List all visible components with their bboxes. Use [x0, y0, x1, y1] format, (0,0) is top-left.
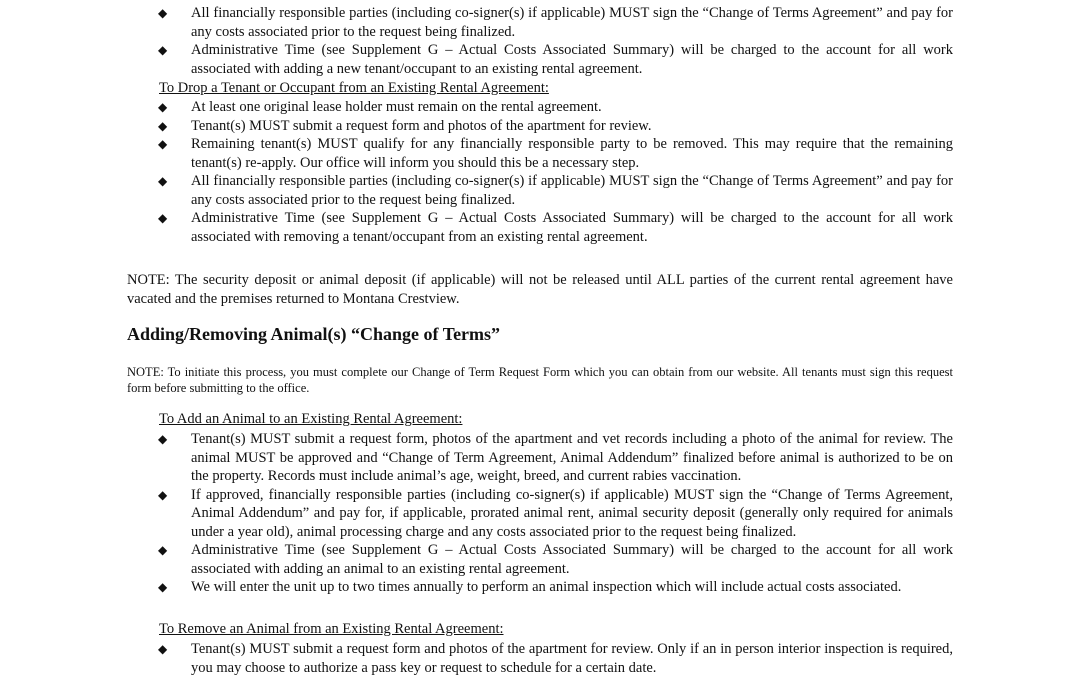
bullet-icon: ◆: [158, 6, 168, 20]
list-item: ◆ Tenant(s) MUST submit a request form and photos of the apartment for review. Only if an in person interior inspection is required, you may choose to authorize a pass key or request to schedule for a certain date.: [158, 641, 953, 675]
bullet-icon: ◆: [158, 137, 168, 151]
section-subheading: To Remove an Animal from an Existing Rental Agreement:: [159, 621, 504, 637]
bullet-icon: ◆: [158, 174, 168, 188]
remove-animal-section: [0, 620, 1080, 638]
list-item: ◆ Administrative Time (see Supplement G – Actual Costs Associated Summary) will be charged to the account for all work associated with removing a tenant/occupant from an existing rental agreement.: [158, 210, 953, 245]
drop-tenant-section: [0, 79, 1080, 97]
bullet-icon: ◆: [158, 543, 168, 557]
list-item: ◆ Administrative Time (see Supplement G – Actual Costs Associated Summary) will be charged to the account for all work associated with adding an animal to an existing rental agreement.: [158, 542, 953, 577]
animals-section: [0, 323, 1080, 345]
section-subheading: To Add an Animal to an Existing Rental Agreement:: [159, 411, 463, 427]
list-item: ◆ Tenant(s) MUST submit a request form and photos of the apartment for review.: [158, 117, 652, 134]
list-item: ◆ If approved, financially responsible parties (including co-signer(s) if applicable) MUST sign the “Change of Terms Agreement, Animal Addendum” and pay for, if applicable, prorated animal rent, animal security deposit (generally only required for animals under a year old), animal processing charge and any costs associated prior to the request being finalized.: [158, 486, 953, 540]
bullet-icon: ◆: [158, 118, 168, 133]
animals-note: NOTE: To initiate this process, you must complete our Change of Term Request Form which you can obtain from our website. All tenants must sign this request form before submitting to the office.: [127, 365, 953, 395]
bullet-icon: ◆: [158, 100, 168, 114]
section-heading: Adding/Removing Animal(s) “Change of Terms”: [127, 324, 501, 344]
section-subheading: To Drop a Tenant or Occupant from an Existing Rental Agreement:: [159, 80, 549, 96]
drop-tenant-list: [0, 98, 1080, 246]
bullet-icon: ◆: [158, 487, 168, 502]
list-item: ◆ All financially responsible parties (including co-signer(s) if applicable) MUST sign the “Change of Terms Agreement” and pay for any costs associated prior to the request being finalized.: [158, 5, 953, 40]
add-tenant-list-continued: [0, 4, 1080, 78]
deposit-note: NOTE: The security deposit or animal deposit (if applicable) will not be released until ALL parties of the current rental agreement have vacated and the premises returned to Montana Crestview.: [127, 272, 953, 307]
bullet-icon: ◆: [158, 211, 168, 225]
bullet-icon: ◆: [158, 642, 168, 656]
list-item: ◆ Tenant(s) MUST submit a request form, photos of the apartment and vet records including a photo of the animal for review. The animal MUST be approved and “Change of Term Agreement, Animal Addendum” finalized before animal is authorized to be on the property. Records must include animal’s age, weight, breed, and current rabies vaccination.: [158, 431, 953, 484]
list-item: ◆ We will enter the unit up to two times annually to perform an animal inspection which will include actual costs associated.: [158, 579, 902, 595]
add-animal-section: [0, 410, 1080, 428]
bullet-icon: ◆: [158, 43, 168, 57]
bullet-icon: ◆: [158, 580, 168, 594]
add-animal-list: [0, 430, 1080, 597]
list-item: ◆ Remaining tenant(s) MUST qualify for any financially responsible party to be removed. This may require that the remaining tenant(s) re-apply. Our office will inform you should this be a necessary step.: [158, 136, 953, 171]
list-item: ◆ All financially responsible parties (including co-signer(s) if applicable) MUST sign the “Change of Terms Agreement” and pay for any costs associated prior to the request being finalized.: [158, 173, 953, 208]
bullet-icon: ◆: [158, 432, 168, 446]
list-item: ◆ At least one original lease holder must remain on the rental agreement.: [158, 99, 602, 115]
list-item: ◆ Administrative Time (see Supplement G – Actual Costs Associated Summary) will be charged to the account for all work associated with adding a new tenant/occupant to an existing rental agreement.: [158, 42, 953, 77]
remove-animal-list: [0, 640, 1080, 675]
